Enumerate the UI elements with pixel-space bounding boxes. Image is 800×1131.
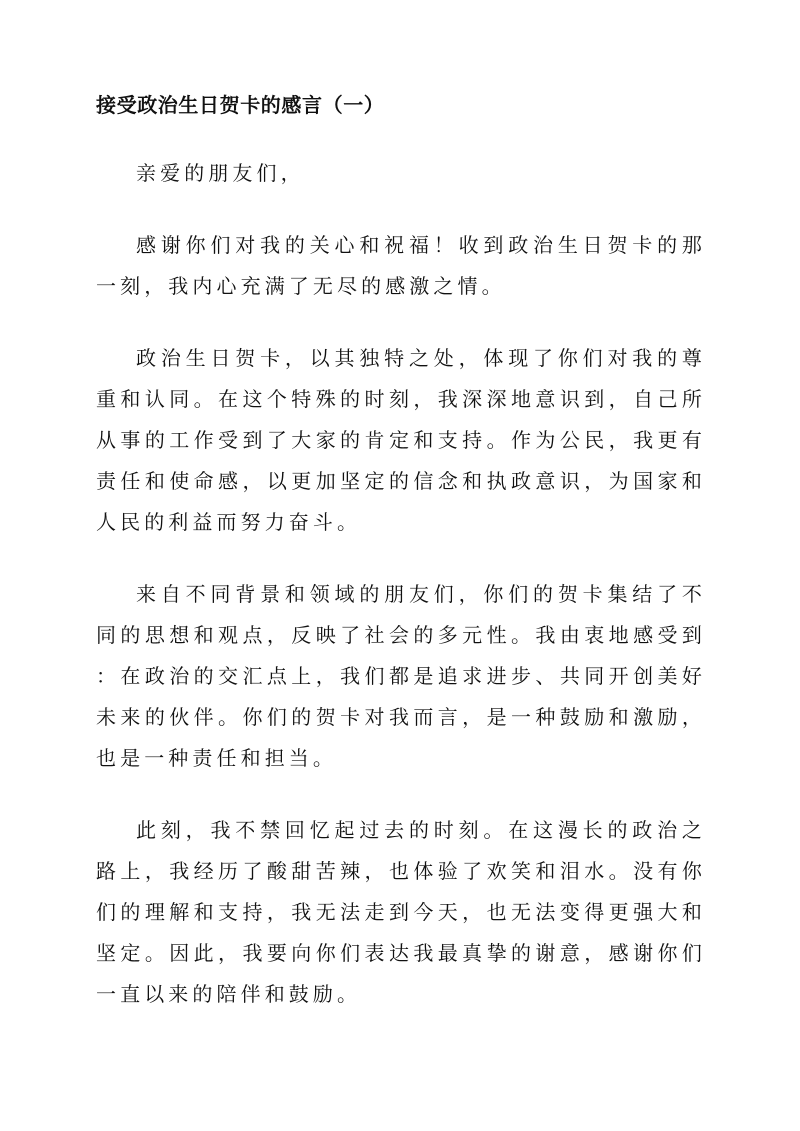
document-content xyxy=(96,88,706,1046)
greeting: 亲爱的朋友们， xyxy=(136,161,305,185)
paragraph-1: 感谢你们对我的关心和祝福！收到政治生日贺卡的那一刻，我内心充满了无尽的感激之情。 xyxy=(96,233,706,298)
paragraph-4: 此刻，我不禁回忆起过去的时刻。在这漫长的政治之路上，我经历了酸甜苦辣，也体验了欢笑和泪水。没有你们的理解和支持，我无法走到今天，也无法变得更强大和坚定。因此，我要向你们表达我最真挚的谢意，感谢你们一直以来的陪伴和鼓励。 xyxy=(96,818,706,1006)
paragraph-2: 政治生日贺卡，以其独特之处，体现了你们对我的尊重和认同。在这个特殊的时刻，我深深地意识到，自己所从事的工作受到了大家的肯定和支持。作为公民，我更有责任和使命感，以更加坚定的信念和执政意识，为国家和人民的利益而努力奋斗。 xyxy=(96,346,706,534)
paragraph-3: 来自不同背景和领域的朋友们，你们的贺卡集结了不同的思想和观点，反映了社会的多元性。我由衷地感受到：在政治的交汇点上，我们都是追求进步、共同开创美好未来的伙伴。你们的贺卡对我而言，是一种鼓励和激励，也是一种责任和担当。 xyxy=(96,582,706,770)
document-title: 接受政治生日贺卡的感言（一） xyxy=(96,93,385,117)
